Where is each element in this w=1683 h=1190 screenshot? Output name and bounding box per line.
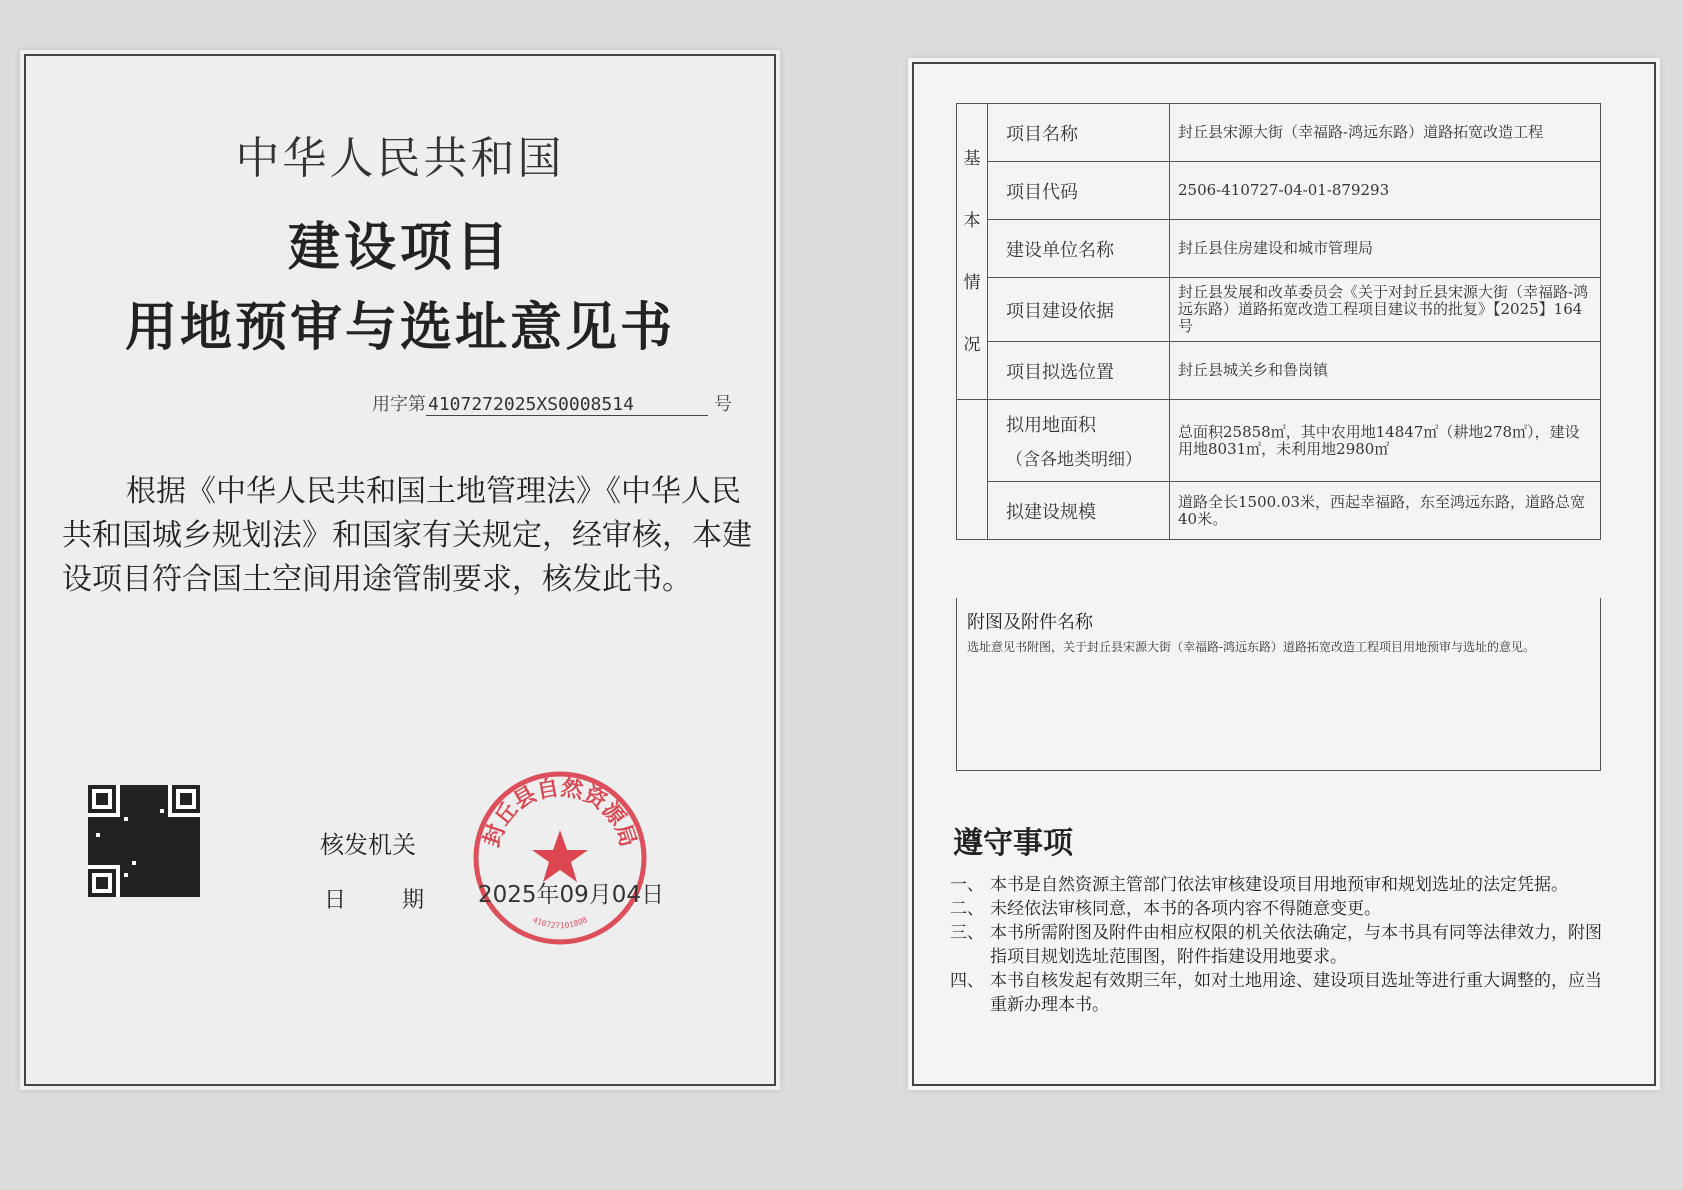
attachments-title: 附图及附件名称 [967, 612, 1093, 633]
certificate-body: 根据《中华人民共和国土地管理法》《中华人民共和国城乡规划法》和国家有关规定，经审核，本建设项目符合国土空间用途管制要求，核发此书。 [62, 474, 752, 597]
row-value: 总面积25858㎡，其中农用地14847㎡（耕地278㎡），建设用地8031㎡，未利用地2980㎡ [1170, 400, 1601, 482]
svg-text:封丘县自然资源局: 封丘县自然资源局 [479, 775, 641, 850]
row-value: 封丘县宋源大街（幸福路-鸿远东路）道路拓宽改造工程 [1170, 104, 1601, 162]
row-label [988, 342, 1170, 400]
row-label-text: 拟用地面积 [1006, 415, 1096, 436]
row-value: 道路全长1500.03米，西起幸福路，东至鸿远东路，道路总宽40米。 [1170, 482, 1601, 540]
official-seal-icon [470, 768, 650, 948]
notice-text: 未经依法审核同意，本书的各项内容不得随意变更。 [990, 899, 1381, 919]
row-value: 封丘县住房建设和城市管理局 [1170, 220, 1601, 278]
notice-index: 二、 [950, 899, 984, 919]
notice-text: 本书所需附图及附件由相应权限的机关依法确定，与本书具有同等法律效力，附图指项目规划选址范围图，附件指建设用地要求。 [990, 923, 1602, 967]
side-label-char: 况 [963, 334, 981, 355]
notice-item [950, 897, 1610, 921]
docno-prefix: 用字第 [372, 394, 426, 415]
info-row [957, 220, 1601, 278]
row-label-text: 拟建设规模 [1006, 501, 1096, 523]
notice-title: 遵守事项 [953, 826, 1073, 861]
info-row [957, 400, 1601, 482]
docno-suffix: 号 [714, 394, 732, 415]
notice-text: 本书是自然资源主管部门依法审核建设项目用地预审和规划选址的法定凭据。 [990, 875, 1568, 895]
row-label-subtext: （含各地类明细） [1006, 450, 1142, 470]
basic-info-table [956, 103, 1601, 540]
title-line-1: 建设项目 [287, 218, 512, 278]
info-row [957, 104, 1601, 162]
notice-list [950, 873, 1610, 1017]
side-label-char: 基 [963, 148, 981, 169]
row-value: 封丘县城关乡和鲁岗镇 [1170, 342, 1601, 400]
attachments-section [956, 598, 1601, 771]
row-label [988, 162, 1170, 220]
notice-index: 三、 [950, 923, 984, 943]
info-row [957, 482, 1601, 540]
side-label-char: 本 [963, 210, 981, 231]
info-row [957, 278, 1601, 342]
title-line-2: 用地预审与选址意见书 [124, 298, 675, 358]
issuer-label: 核发机关 [320, 831, 416, 859]
issue-date: 2025年09月04日 [478, 882, 665, 908]
notice-text: 本书自核发起有效期三年，如对土地用途、建设项目选址等进行重大调整的，应当重新办理本书。 [990, 971, 1602, 1015]
row-label [988, 482, 1170, 540]
row-label-text: 项目拟选位置 [1006, 361, 1114, 383]
side-label-char: 情 [963, 272, 981, 293]
row-label-text: 项目代码 [1006, 181, 1078, 203]
qr-code-icon [88, 785, 200, 897]
certificate-cover-page [20, 50, 780, 1090]
notice-index: 四、 [950, 971, 984, 991]
attachments-text: 选址意见书附图，关于封丘县宋源大街（幸福路-鸿远东路）道路拓宽改造工程项目用地预审与选址的意见。 [967, 640, 1536, 654]
notice-item [950, 969, 1610, 1017]
info-row [957, 342, 1601, 400]
country-name: 中华人民共和国 [235, 133, 565, 184]
document-number [372, 390, 732, 416]
notice-index: 一、 [950, 875, 984, 895]
row-label [988, 400, 1170, 482]
row-label [988, 104, 1170, 162]
svg-text:410727101808: 410727101808 [531, 915, 589, 931]
section-side-label [957, 104, 988, 400]
notice-item [950, 921, 1610, 969]
row-label-text: 项目名称 [1006, 123, 1078, 145]
row-label-text: 建设单位名称 [1006, 239, 1114, 261]
section-side-blank [957, 400, 988, 540]
row-value: 封丘县发展和改革委员会《关于对封丘县宋源大街（幸福路-鸿远东路）道路拓宽改造工程项目建议书的批复》【2025】164号 [1170, 278, 1601, 342]
docno-number: 410727202​5XS0008514 [426, 394, 708, 416]
notice-item [950, 873, 1610, 897]
row-label [988, 278, 1170, 342]
row-value: 2506-410727-04-01-879293 [1170, 162, 1601, 220]
date-label: 日期 [324, 888, 481, 913]
row-label [988, 220, 1170, 278]
row-label-text: 项目建设依据 [1006, 300, 1114, 322]
certificate-details-page [908, 58, 1660, 1090]
info-row [957, 162, 1601, 220]
